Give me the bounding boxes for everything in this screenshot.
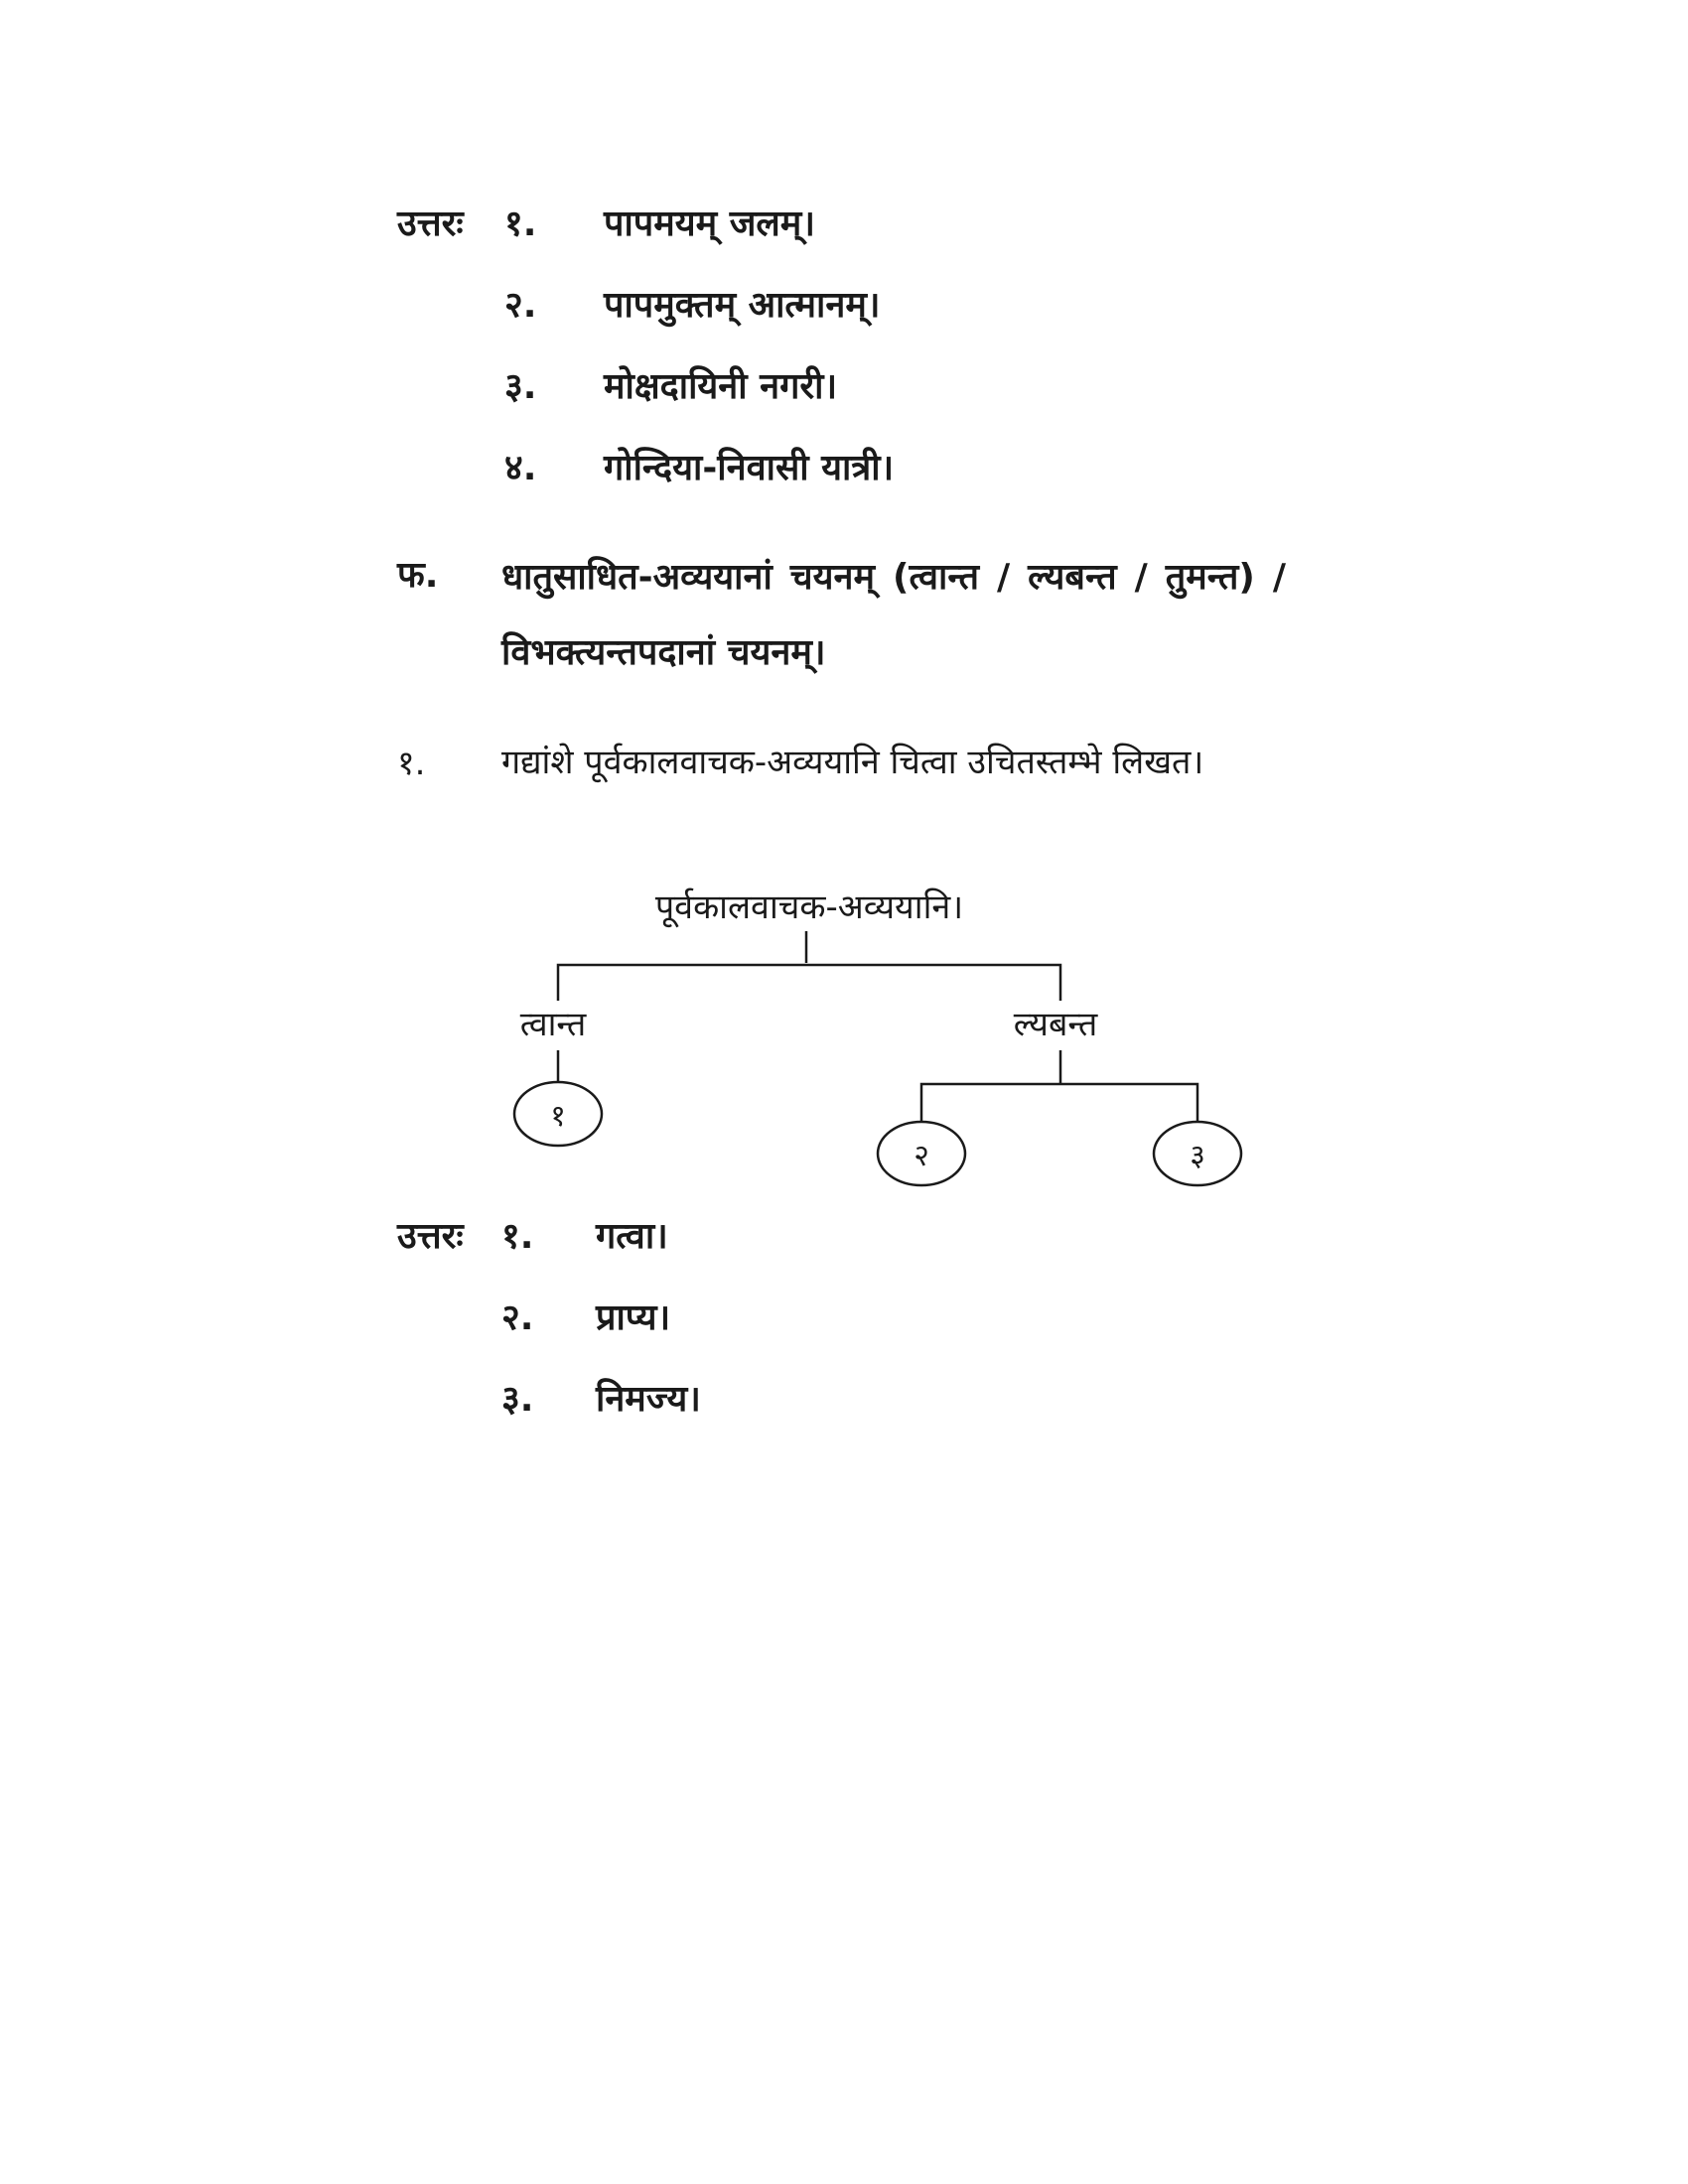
section-marker: फ.	[397, 555, 439, 596]
answer-item-text: गोन्दिया-निवासी यात्री।	[604, 448, 895, 488]
root-branch-bracket	[558, 965, 1060, 1001]
right-branch-bracket	[921, 1084, 1197, 1122]
left-branch-label: त्वान्त	[519, 1005, 587, 1044]
answer-item-text: पापमुक्तम् आत्मानम्।	[604, 285, 881, 326]
answer-item-number: २.	[501, 1297, 534, 1338]
answer-item-text: पापमयम् जलम्।	[604, 204, 815, 244]
answer-item-number: ३.	[501, 1379, 534, 1420]
answer-item-text: मोक्षदायिनी नगरी।	[604, 366, 838, 407]
question-text: गद्यांशे पूर्वकालवाचक-अव्ययानि चित्वा उचितस्तम्भे लिखत।	[501, 743, 1204, 782]
right-branch-label: ल्यबन्त	[1013, 1005, 1098, 1044]
leaf-label: ३	[1190, 1139, 1205, 1173]
answer-label: उत्तरः	[397, 1216, 464, 1257]
answer-item-text: गत्वा।	[596, 1216, 668, 1257]
answer-item-number: १.	[501, 1216, 534, 1257]
section-heading: धातुसाधित-अव्ययानां चयनम् (त्वान्त / ल्यबन्त / तुमन्त) / विभक्त्यन्तपदानां चयनम्।	[501, 557, 1286, 673]
question-number: १.	[397, 744, 426, 783]
answer-item-number: ३.	[504, 366, 537, 407]
leaf-label: १	[550, 1099, 566, 1134]
answer-item-number: २.	[504, 285, 537, 326]
answer-item-text: निमज्य।	[596, 1379, 701, 1420]
leaf-label: २	[914, 1139, 929, 1173]
answer-item-text: प्राप्य।	[596, 1297, 671, 1338]
answer-item-number: १.	[504, 204, 537, 244]
answer-label: उत्तरः	[397, 204, 464, 244]
diagram-root-label: पूर्वकालवाचक-अव्ययानि।	[654, 887, 964, 927]
answer-item-number: ४.	[504, 448, 537, 488]
